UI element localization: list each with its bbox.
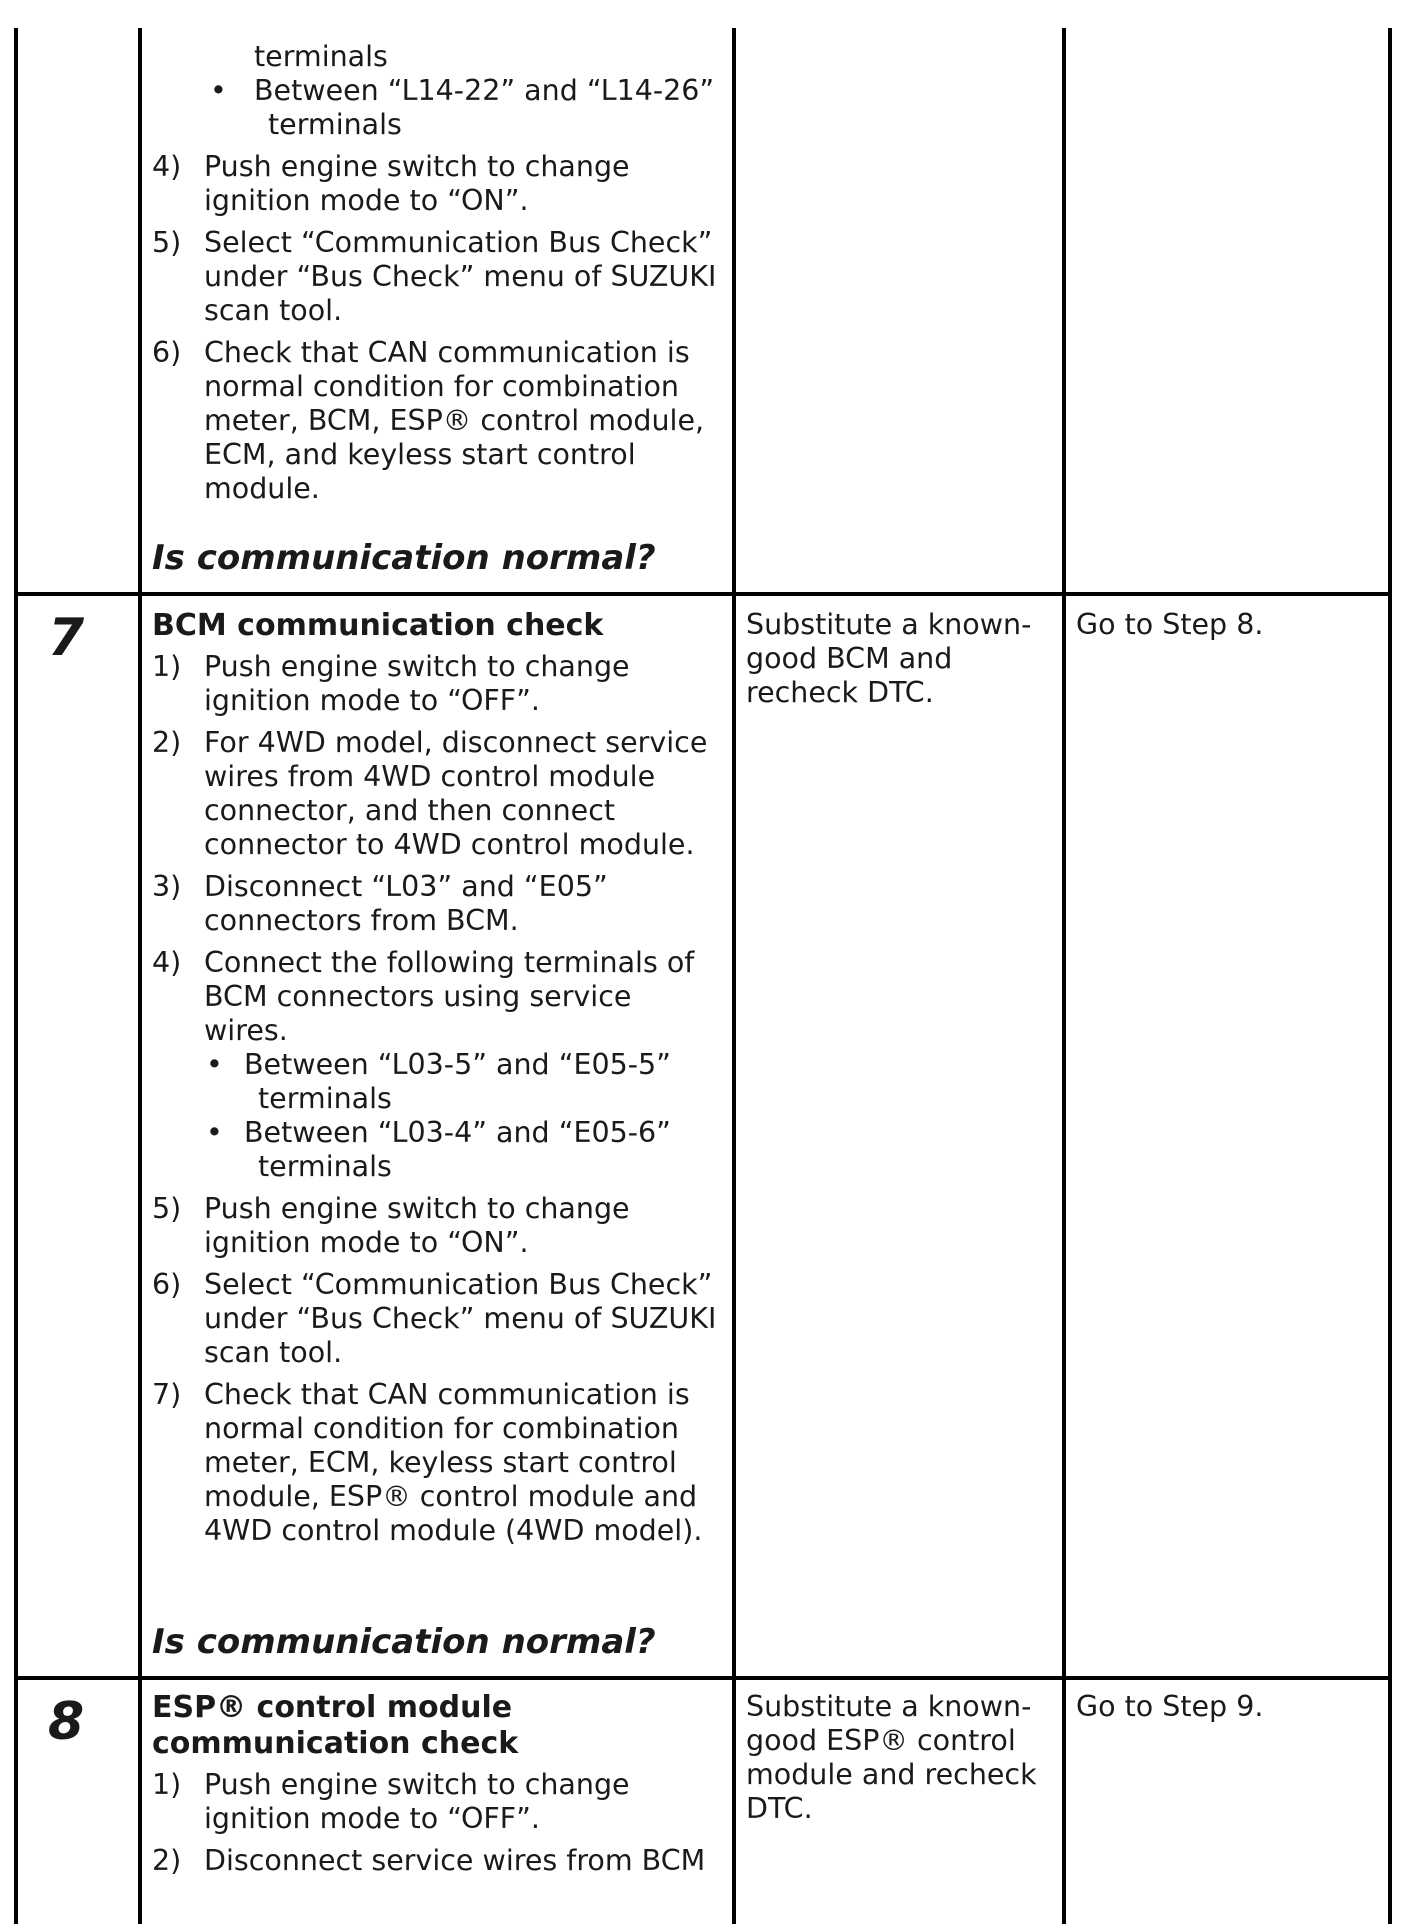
step-8-number: 8: [48, 1692, 85, 1752]
list-item: 3) Disconnect “L03” and “E05” connectors from BCM.: [152, 870, 608, 937]
col-line-left: [14, 28, 18, 1924]
step-7-list: [152, 650, 722, 1548]
list-item: 6) Select “Communication Bus Check” under “Bus Check” menu of SUZUKI scan tool.: [152, 1268, 717, 1369]
list-item: • Between “L14-22” and “L14-26” terminals: [210, 74, 715, 141]
list-item: • Between “L03-4” and “E05-6” terminals: [206, 1116, 671, 1183]
step-8-yes-action: Substitute a known-good ESP® control module and recheck DTC.: [746, 1690, 1037, 1825]
step-7-question: Is communication normal?: [152, 1622, 656, 1662]
list-item: 5) Push engine switch to change ignition mode to “ON”.: [152, 1192, 630, 1259]
step-7-title: BCM communication check: [152, 608, 604, 643]
list-item: • Between “L03-5” and “E05-5” terminals: [206, 1048, 671, 1115]
list-item: 7) Check that CAN communication is normal condition for combination meter, ECM, keyless start control module, ESP® control module and 4WD control module (4WD model).: [152, 1378, 703, 1547]
top-bullet-list: [152, 74, 722, 142]
top-step-list: [152, 150, 722, 506]
bullet-icon: •: [210, 74, 227, 107]
top-question: Is communication normal?: [152, 538, 656, 578]
col-line-right: [1388, 28, 1392, 1924]
step-7-no-action: Go to Step 8.: [1076, 608, 1264, 641]
step-8-list: [152, 1768, 722, 1878]
list-item: 2) Disconnect service wires from BCM: [152, 1844, 706, 1877]
col-line-procedure: [732, 28, 736, 1924]
list-item: 4) Connect the following terminals of BCM connectors using service wires. • Between “L03-5” and “E05-5” terminals • Between “L03-4” and “E05-6” terminals: [152, 946, 722, 1184]
top-row-procedure: [152, 40, 722, 514]
row-line-1: [14, 592, 1392, 596]
col-line-step: [138, 28, 142, 1924]
step-7-bullet-list: [204, 1048, 722, 1184]
bullet-icon: •: [206, 1048, 223, 1081]
list-item: 1) Push engine switch to change ignition mode to “OFF”.: [152, 650, 630, 717]
step-8-no-action: Go to Step 9.: [1076, 1690, 1264, 1723]
continuation-terminals: terminals: [254, 40, 388, 73]
bullet-icon: •: [206, 1116, 223, 1149]
step-8-procedure: [152, 1690, 722, 1886]
step-8-title: ESP® control module communication check: [152, 1690, 519, 1761]
col-line-yes: [1062, 28, 1066, 1924]
list-item: 6) Check that CAN communication is normal condition for combination meter, BCM, ESP® control module, ECM, and keyless start control module.: [152, 336, 705, 505]
list-item: 2) For 4WD model, disconnect service wires from 4WD control module connector, and then connect connector to 4WD control module.: [152, 726, 708, 861]
step-7-yes-action: Substitute a known-good BCM and recheck DTC.: [746, 608, 1032, 709]
step-7-number: 7: [48, 608, 85, 668]
step-7-procedure: [152, 608, 722, 1556]
list-item: 5) Select “Communication Bus Check” under “Bus Check” menu of SUZUKI scan tool.: [152, 226, 717, 327]
list-item: 1) Push engine switch to change ignition mode to “OFF”.: [152, 1768, 630, 1835]
list-item: 4) Push engine switch to change ignition mode to “ON”.: [152, 150, 630, 217]
row-line-2: [14, 1676, 1392, 1680]
